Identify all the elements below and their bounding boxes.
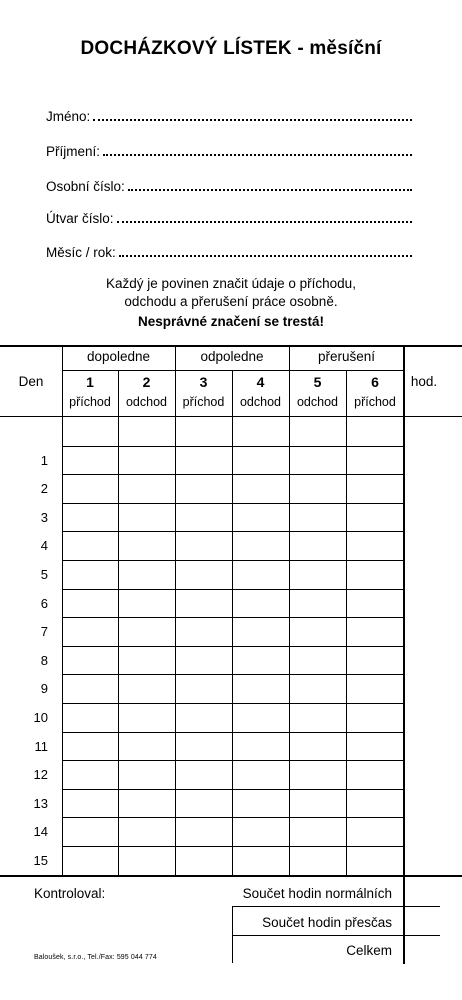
time-cell[interactable]: [347, 504, 403, 531]
time-cell[interactable]: [63, 561, 117, 588]
time-cell[interactable]: [347, 790, 403, 817]
time-cell[interactable]: [176, 818, 231, 845]
time-cell[interactable]: [347, 761, 403, 788]
time-cell[interactable]: [119, 704, 174, 731]
time-cell[interactable]: [233, 475, 288, 502]
time-cell[interactable]: [233, 761, 288, 788]
row-divider-line: [62, 560, 404, 561]
time-cell[interactable]: [290, 647, 345, 674]
column-number: 3: [199, 374, 208, 390]
time-cell[interactable]: [63, 761, 117, 788]
time-cell[interactable]: [347, 647, 403, 674]
time-cell[interactable]: [290, 761, 345, 788]
row-divider-line: [62, 589, 404, 590]
time-cell[interactable]: [233, 618, 288, 645]
time-cell[interactable]: [119, 675, 174, 702]
time-cell[interactable]: [290, 675, 345, 702]
time-cell[interactable]: [119, 447, 174, 474]
kontroloval-label: Kontroloval:: [34, 886, 106, 901]
day-number: 10: [33, 710, 48, 725]
sum-normal-value-cell[interactable]: [405, 878, 440, 905]
time-cell[interactable]: [290, 704, 345, 731]
time-cell[interactable]: [63, 647, 117, 674]
row-divider-line: [62, 846, 404, 847]
table-top-border: [0, 345, 462, 347]
time-cell[interactable]: [233, 532, 288, 559]
hours-cell[interactable]: [405, 675, 461, 702]
hours-cell[interactable]: [405, 418, 461, 445]
time-cell[interactable]: [347, 447, 403, 474]
time-cell[interactable]: [119, 618, 174, 645]
time-cell[interactable]: [176, 790, 231, 817]
time-cell[interactable]: [119, 561, 174, 588]
day-number: 14: [33, 824, 48, 840]
time-cell[interactable]: [290, 418, 345, 445]
time-cell[interactable]: [290, 733, 345, 760]
time-cell[interactable]: [233, 647, 288, 674]
time-cell[interactable]: [119, 590, 174, 617]
hours-cell[interactable]: [405, 561, 461, 588]
time-cell[interactable]: [176, 647, 231, 674]
column-number: 4: [256, 374, 265, 390]
time-cell[interactable]: [347, 561, 403, 588]
row-divider-line: [62, 760, 404, 761]
time-cell[interactable]: [63, 504, 117, 531]
time-cell[interactable]: [233, 733, 288, 760]
time-cell[interactable]: [233, 818, 288, 845]
day-number: 11: [34, 738, 48, 754]
time-cell[interactable]: [347, 675, 403, 702]
sum-normal-label: Součet hodin normálních: [242, 886, 392, 901]
hours-cell[interactable]: [405, 761, 461, 788]
hours-cell[interactable]: [405, 532, 461, 559]
field-utvar-cislo[interactable]: [46, 206, 412, 226]
time-cell[interactable]: [290, 847, 345, 874]
time-cell[interactable]: [176, 475, 231, 502]
time-cell[interactable]: [119, 733, 174, 760]
time-cell[interactable]: [63, 675, 117, 702]
time-cell[interactable]: [347, 418, 403, 445]
time-cell[interactable]: [233, 704, 288, 731]
row-divider-line: [62, 474, 404, 475]
column-divider-line: [62, 345, 63, 877]
row-divider-line: [62, 646, 404, 647]
time-cell[interactable]: [63, 618, 117, 645]
time-cell[interactable]: [176, 532, 231, 559]
field-dotted-line: [103, 154, 412, 156]
day-number: 9: [40, 681, 48, 697]
time-cell[interactable]: [119, 847, 174, 874]
field-dotted-line: [117, 221, 412, 223]
row-divider-line: [62, 732, 404, 733]
time-cell[interactable]: [290, 447, 345, 474]
field-label: Osobní číslo:: [46, 179, 125, 194]
hours-cell[interactable]: [405, 847, 461, 874]
time-cell[interactable]: [290, 504, 345, 531]
group-dopoledne: dopoledne: [86, 349, 151, 364]
hours-cell[interactable]: [405, 818, 461, 845]
time-cell[interactable]: [176, 847, 231, 874]
column-divider-line: [118, 370, 119, 877]
time-cell[interactable]: [63, 704, 117, 731]
time-cell[interactable]: [63, 447, 117, 474]
field-jmeno[interactable]: [46, 104, 412, 124]
day-number: 6: [40, 595, 48, 611]
hours-cell[interactable]: [405, 647, 461, 674]
column-divider-line: [232, 370, 233, 877]
time-cell[interactable]: [290, 475, 345, 502]
time-cell[interactable]: [347, 733, 403, 760]
day-number: 5: [40, 567, 48, 582]
row-divider-line: [62, 703, 404, 704]
time-cell[interactable]: [119, 647, 174, 674]
column-number: 6: [371, 374, 379, 390]
time-cell[interactable]: [119, 504, 174, 531]
sum-overtime-value-cell[interactable]: [405, 907, 440, 934]
time-cell[interactable]: [176, 675, 231, 702]
time-cell[interactable]: [63, 532, 117, 559]
day-number: 15: [33, 853, 48, 868]
group-preruseni: přerušení: [317, 349, 376, 364]
time-cell[interactable]: [176, 561, 231, 588]
sum-overtime-label: Součet hodin přesčas: [262, 915, 392, 930]
column-label: odchod: [239, 395, 281, 409]
column-divider-line: [289, 345, 290, 877]
hours-cell[interactable]: [405, 733, 461, 760]
footer-top-border: [0, 875, 462, 877]
column-divider-line: [175, 345, 176, 877]
day-number: 1: [40, 452, 48, 468]
day-number: 3: [40, 509, 48, 525]
time-cell[interactable]: [63, 847, 117, 874]
field-label: Měsíc / rok:: [46, 245, 116, 260]
column-label: odchod: [125, 395, 167, 409]
hod-header: hod.: [410, 374, 438, 389]
row-divider-line: [62, 617, 404, 618]
time-cell[interactable]: [119, 475, 174, 502]
row-divider-line: [62, 446, 404, 447]
time-cell[interactable]: [233, 675, 288, 702]
time-cell[interactable]: [233, 504, 288, 531]
notice-line-2: odchodu a přerušení práce osobně.: [124, 294, 338, 309]
hours-cell[interactable]: [405, 475, 461, 502]
time-cell[interactable]: [176, 761, 231, 788]
column-label: příchod: [182, 395, 225, 409]
field-label: Jméno:: [46, 109, 91, 124]
time-cell[interactable]: [290, 532, 345, 559]
time-cell[interactable]: [119, 790, 174, 817]
hours-cell[interactable]: [405, 447, 461, 474]
field-label: Útvar číslo:: [46, 211, 114, 226]
time-cell[interactable]: [290, 561, 345, 588]
row-divider-line: [62, 503, 404, 504]
time-cell[interactable]: [119, 761, 174, 788]
time-cell[interactable]: [347, 590, 403, 617]
total-label: Celkem: [346, 943, 392, 958]
hours-cell[interactable]: [405, 790, 461, 817]
group-odpoledne: odpoledne: [200, 349, 264, 364]
day-number: 4: [40, 538, 48, 554]
time-cell[interactable]: [63, 418, 117, 445]
column-number: 2: [142, 374, 151, 390]
column-number: 1: [86, 374, 94, 390]
time-cell[interactable]: [176, 504, 231, 531]
time-cell[interactable]: [63, 475, 117, 502]
column-number: 5: [313, 374, 322, 390]
time-cell[interactable]: [233, 590, 288, 617]
hours-cell[interactable]: [405, 504, 461, 531]
time-cell[interactable]: [233, 418, 288, 445]
field-mesic-rok[interactable]: [46, 240, 412, 260]
column-divider-line: [346, 370, 347, 877]
time-cell[interactable]: [176, 704, 231, 731]
row-divider-line: [62, 817, 404, 818]
day-number: 2: [40, 481, 48, 497]
hours-cell[interactable]: [405, 590, 461, 617]
time-cell[interactable]: [290, 818, 345, 845]
time-cell[interactable]: [119, 418, 174, 445]
day-number: 7: [40, 624, 48, 640]
group-divider-line: [62, 370, 404, 371]
column-label: příchod: [354, 395, 396, 409]
time-cell[interactable]: [63, 790, 117, 817]
time-cell[interactable]: [176, 733, 231, 760]
column-label: odchod: [296, 395, 338, 409]
time-cell[interactable]: [176, 418, 231, 445]
field-dotted-line: [93, 119, 412, 121]
field-osobni-cislo[interactable]: [46, 174, 412, 194]
time-cell[interactable]: [290, 590, 345, 617]
column-label: příchod: [69, 395, 111, 409]
time-cell[interactable]: [176, 618, 231, 645]
row-divider-line: [62, 674, 404, 675]
hours-cell[interactable]: [405, 618, 461, 645]
time-cell[interactable]: [347, 818, 403, 845]
column-divider-line: [403, 345, 405, 877]
time-cell[interactable]: [233, 847, 288, 874]
row-divider-line: [62, 531, 404, 532]
day-number: 12: [33, 767, 48, 783]
time-cell[interactable]: [290, 790, 345, 817]
time-cell[interactable]: [176, 447, 231, 474]
notice-warning: Nesprávné značení se trestá!: [137, 314, 325, 329]
page-title: DOCHÁZKOVÝ LÍSTEK - měsíční: [80, 38, 382, 59]
field-dotted-line: [128, 189, 412, 191]
time-cell[interactable]: [63, 733, 117, 760]
time-cell[interactable]: [347, 532, 403, 559]
total-value-cell[interactable]: [405, 936, 440, 963]
time-cell[interactable]: [233, 561, 288, 588]
time-cell[interactable]: [63, 590, 117, 617]
day-number: 13: [33, 795, 48, 811]
time-cell[interactable]: [290, 618, 345, 645]
day-number: 8: [40, 652, 48, 668]
field-prijmeni[interactable]: [46, 139, 412, 159]
hours-cell[interactable]: [405, 704, 461, 731]
time-cell[interactable]: [347, 618, 403, 645]
header-bottom-line: [0, 416, 462, 417]
time-cell[interactable]: [233, 790, 288, 817]
notice-line-1: Každý je povinen značit údaje o příchodu,: [106, 276, 356, 291]
row-divider-line: [62, 789, 404, 790]
printer-imprint: Baloušek, s.r.o., Tel./Fax: 595 044 774: [34, 954, 157, 961]
time-cell[interactable]: [233, 447, 288, 474]
time-cell[interactable]: [347, 847, 403, 874]
sum-left-line: [232, 906, 233, 963]
time-cell[interactable]: [176, 590, 231, 617]
den-header: Den: [18, 374, 44, 389]
time-cell[interactable]: [63, 818, 117, 845]
time-cell[interactable]: [347, 475, 403, 502]
field-dotted-line: [119, 255, 412, 257]
time-cell[interactable]: [347, 704, 403, 731]
time-cell[interactable]: [119, 532, 174, 559]
field-label: Příjmení:: [46, 144, 101, 159]
time-cell[interactable]: [119, 818, 174, 845]
